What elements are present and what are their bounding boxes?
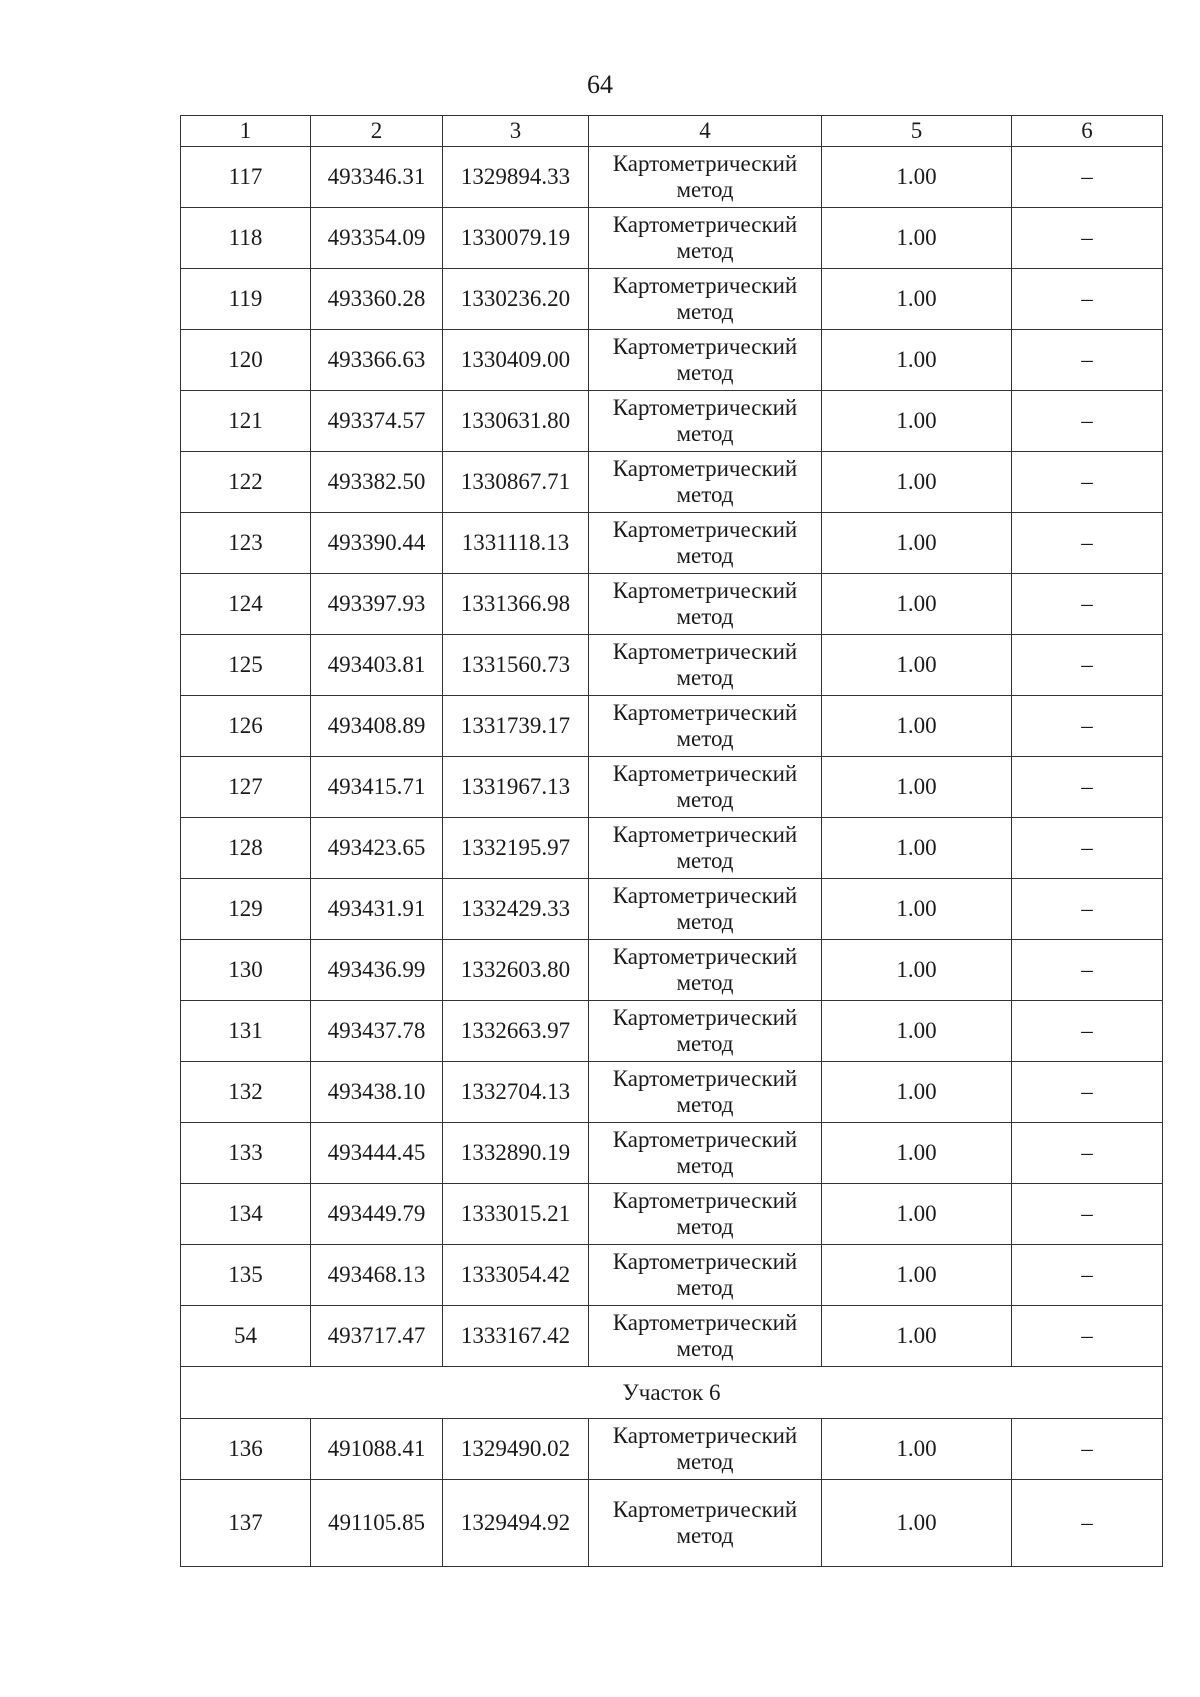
method-line-2: метод [676,1153,734,1178]
method-text [613,883,798,935]
header-cell: 5 [822,116,1012,147]
method-line-2: метод [676,787,734,812]
note-cell: – [1012,1001,1163,1062]
method-text [613,639,798,691]
precision-cell: 1.00 [822,147,1012,208]
precision-cell: 1.00 [822,1245,1012,1306]
y-coordinate-cell: 1333015.21 [443,1184,589,1245]
method-cell [589,1245,822,1306]
method-cell [589,940,822,1001]
method-line-2: метод [676,970,734,995]
note-cell: – [1012,269,1163,330]
method-cell [589,1419,822,1480]
precision-cell: 1.00 [822,757,1012,818]
table-row [181,269,1163,330]
method-line-1: Картометрический [612,151,798,176]
method-cell [589,635,822,696]
method-line-1: Картометрический [612,1423,798,1448]
precision-cell: 1.00 [822,1480,1012,1567]
y-coordinate-cell: 1333167.42 [443,1306,589,1367]
method-text [613,700,798,752]
method-line-2: метод [676,360,734,385]
method-line-1: Картометрический [612,212,798,237]
method-cell [589,757,822,818]
x-coordinate-cell: 493717.47 [311,1306,443,1367]
method-line-1: Картометрический [612,883,798,908]
precision-cell: 1.00 [822,635,1012,696]
method-text [613,578,798,630]
y-coordinate-cell: 1332429.33 [443,879,589,940]
y-coordinate-cell: 1333054.42 [443,1245,589,1306]
point-number-cell: 119 [181,269,311,330]
method-text [613,395,798,447]
table-row [181,574,1163,635]
method-line-2: метод [676,1449,734,1474]
method-cell [589,147,822,208]
method-line-2: метод [676,1214,734,1239]
method-line-1: Картометрический [612,273,798,298]
section-row [181,1367,1163,1419]
method-cell [589,1480,822,1567]
note-cell: – [1012,147,1163,208]
x-coordinate-cell: 493382.50 [311,452,443,513]
table-row [181,208,1163,269]
point-number-cell: 131 [181,1001,311,1062]
method-line-2: метод [676,1031,734,1056]
header-cell: 3 [443,116,589,147]
method-cell [589,391,822,452]
y-coordinate-cell: 1332704.13 [443,1062,589,1123]
table-row [181,1306,1163,1367]
method-text [613,456,798,508]
note-cell: – [1012,391,1163,452]
table-row [181,696,1163,757]
method-text [613,1249,798,1301]
method-line-2: метод [676,177,734,202]
x-coordinate-cell: 493468.13 [311,1245,443,1306]
method-line-1: Картометрический [612,1310,798,1335]
point-number-cell: 121 [181,391,311,452]
note-cell: – [1012,818,1163,879]
precision-cell: 1.00 [822,452,1012,513]
x-coordinate-cell: 493374.57 [311,391,443,452]
method-text [613,1497,798,1549]
table-body [181,147,1163,1567]
x-coordinate-cell: 493423.65 [311,818,443,879]
method-line-1: Картометрический [612,578,798,603]
method-line-1: Картометрический [612,639,798,664]
x-coordinate-cell: 493437.78 [311,1001,443,1062]
note-cell: – [1012,1480,1163,1567]
note-cell: – [1012,1306,1163,1367]
table-row [181,330,1163,391]
table-row [181,391,1163,452]
point-number-cell: 127 [181,757,311,818]
point-number-cell: 129 [181,879,311,940]
table-row [181,1419,1163,1480]
precision-cell: 1.00 [822,208,1012,269]
y-coordinate-cell: 1332663.97 [443,1001,589,1062]
x-coordinate-cell: 493415.71 [311,757,443,818]
method-text [613,1188,798,1240]
method-text [613,334,798,386]
method-line-2: метод [676,726,734,751]
method-cell [589,1184,822,1245]
table-row [181,1123,1163,1184]
point-number-cell: 134 [181,1184,311,1245]
point-number-cell: 132 [181,1062,311,1123]
x-coordinate-cell: 493346.31 [311,147,443,208]
method-line-2: метод [676,482,734,507]
method-line-2: метод [676,1092,734,1117]
table-header [181,116,1163,147]
precision-cell: 1.00 [822,1306,1012,1367]
method-line-2: метод [676,421,734,446]
section-label: Участок 6 [181,1367,1163,1419]
point-number-cell: 120 [181,330,311,391]
x-coordinate-cell: 493366.63 [311,330,443,391]
point-number-cell: 124 [181,574,311,635]
method-line-2: метод [676,604,734,629]
table-row [181,818,1163,879]
note-cell: – [1012,452,1163,513]
x-coordinate-cell: 493360.28 [311,269,443,330]
precision-cell: 1.00 [822,1184,1012,1245]
x-coordinate-cell: 493444.45 [311,1123,443,1184]
x-coordinate-cell: 491088.41 [311,1419,443,1480]
point-number-cell: 117 [181,147,311,208]
point-number-cell: 133 [181,1123,311,1184]
point-number-cell: 130 [181,940,311,1001]
table-row [181,1184,1163,1245]
x-coordinate-cell: 493390.44 [311,513,443,574]
y-coordinate-cell: 1329490.02 [443,1419,589,1480]
point-number-cell: 135 [181,1245,311,1306]
note-cell: – [1012,940,1163,1001]
page-number: 64 [587,70,613,99]
y-coordinate-cell: 1330631.80 [443,391,589,452]
precision-cell: 1.00 [822,818,1012,879]
y-coordinate-cell: 1332890.19 [443,1123,589,1184]
method-cell [589,1001,822,1062]
method-line-2: метод [676,1336,734,1361]
method-line-2: метод [676,543,734,568]
y-coordinate-cell: 1329494.92 [443,1480,589,1567]
x-coordinate-cell: 493354.09 [311,208,443,269]
method-cell [589,452,822,513]
method-line-2: метод [676,1523,734,1548]
method-cell [589,818,822,879]
method-line-1: Картометрический [612,1005,798,1030]
method-line-1: Картометрический [612,1127,798,1152]
y-coordinate-cell: 1330079.19 [443,208,589,269]
note-cell: – [1012,1184,1163,1245]
table-row [181,1001,1163,1062]
note-cell: – [1012,574,1163,635]
method-line-1: Картометрический [612,822,798,847]
x-coordinate-cell: 493408.89 [311,696,443,757]
table-row [181,513,1163,574]
method-text [613,1066,798,1118]
y-coordinate-cell: 1331118.13 [443,513,589,574]
precision-cell: 1.00 [822,513,1012,574]
method-text [613,944,798,996]
x-coordinate-cell: 493431.91 [311,879,443,940]
note-cell: – [1012,1123,1163,1184]
precision-cell: 1.00 [822,1419,1012,1480]
x-coordinate-cell: 491105.85 [311,1480,443,1567]
note-cell: – [1012,330,1163,391]
method-text [613,273,798,325]
header-cell: 1 [181,116,311,147]
x-coordinate-cell: 493436.99 [311,940,443,1001]
method-line-2: метод [676,909,734,934]
y-coordinate-cell: 1332603.80 [443,940,589,1001]
note-cell: – [1012,513,1163,574]
method-line-1: Картометрический [612,456,798,481]
method-line-1: Картометрический [612,1497,798,1522]
note-cell: – [1012,757,1163,818]
note-cell: – [1012,208,1163,269]
method-text [613,761,798,813]
table-row [181,1245,1163,1306]
method-line-1: Картометрический [612,334,798,359]
point-number-cell: 126 [181,696,311,757]
method-line-2: метод [676,848,734,873]
point-number-cell: 136 [181,1419,311,1480]
table-row [181,452,1163,513]
method-line-1: Картометрический [612,1066,798,1091]
y-coordinate-cell: 1330867.71 [443,452,589,513]
method-cell [589,513,822,574]
precision-cell: 1.00 [822,1001,1012,1062]
method-line-2: метод [676,238,734,263]
method-cell [589,1062,822,1123]
y-coordinate-cell: 1331560.73 [443,635,589,696]
method-line-1: Картометрический [612,395,798,420]
method-text [613,822,798,874]
method-text [613,1005,798,1057]
x-coordinate-cell: 493397.93 [311,574,443,635]
note-cell: – [1012,696,1163,757]
method-line-1: Картометрический [612,700,798,725]
precision-cell: 1.00 [822,269,1012,330]
precision-cell: 1.00 [822,879,1012,940]
x-coordinate-cell: 493403.81 [311,635,443,696]
point-number-cell: 118 [181,208,311,269]
precision-cell: 1.00 [822,391,1012,452]
header-cell: 2 [311,116,443,147]
table-row [181,757,1163,818]
y-coordinate-cell: 1330236.20 [443,269,589,330]
table-row [181,635,1163,696]
table-row [181,940,1163,1001]
y-coordinate-cell: 1331967.13 [443,757,589,818]
precision-cell: 1.00 [822,1123,1012,1184]
method-text [613,1310,798,1362]
method-line-1: Картометрический [612,761,798,786]
method-line-2: метод [676,299,734,324]
point-number-cell: 137 [181,1480,311,1567]
note-cell: – [1012,1245,1163,1306]
table-row [181,1062,1163,1123]
y-coordinate-cell: 1332195.97 [443,818,589,879]
coordinates-table [180,115,1163,1567]
point-number-cell: 123 [181,513,311,574]
x-coordinate-cell: 493438.10 [311,1062,443,1123]
y-coordinate-cell: 1331366.98 [443,574,589,635]
precision-cell: 1.00 [822,330,1012,391]
method-cell [589,1306,822,1367]
point-number-cell: 122 [181,452,311,513]
precision-cell: 1.00 [822,696,1012,757]
method-line-1: Картометрический [612,1249,798,1274]
method-line-1: Картометрический [612,1188,798,1213]
method-cell [589,269,822,330]
method-line-1: Картометрический [612,517,798,542]
point-number-cell: 128 [181,818,311,879]
y-coordinate-cell: 1329894.33 [443,147,589,208]
method-line-2: метод [676,665,734,690]
y-coordinate-cell: 1330409.00 [443,330,589,391]
x-coordinate-cell: 493449.79 [311,1184,443,1245]
table-row [181,1480,1163,1567]
method-cell [589,330,822,391]
method-cell [589,1123,822,1184]
method-text [613,1423,798,1475]
method-line-2: метод [676,1275,734,1300]
method-text [613,212,798,264]
header-row [181,116,1163,147]
precision-cell: 1.00 [822,940,1012,1001]
method-text [613,151,798,203]
method-cell [589,696,822,757]
method-cell [589,879,822,940]
method-cell [589,574,822,635]
precision-cell: 1.00 [822,1062,1012,1123]
note-cell: – [1012,635,1163,696]
point-number-cell: 125 [181,635,311,696]
table-row [181,879,1163,940]
note-cell: – [1012,1062,1163,1123]
header-cell: 6 [1012,116,1163,147]
precision-cell: 1.00 [822,574,1012,635]
method-text [613,517,798,569]
y-coordinate-cell: 1331739.17 [443,696,589,757]
method-text [613,1127,798,1179]
note-cell: – [1012,879,1163,940]
table-row [181,147,1163,208]
method-cell [589,208,822,269]
method-line-1: Картометрический [612,944,798,969]
header-cell: 4 [589,116,822,147]
note-cell: – [1012,1419,1163,1480]
point-number-cell: 54 [181,1306,311,1367]
